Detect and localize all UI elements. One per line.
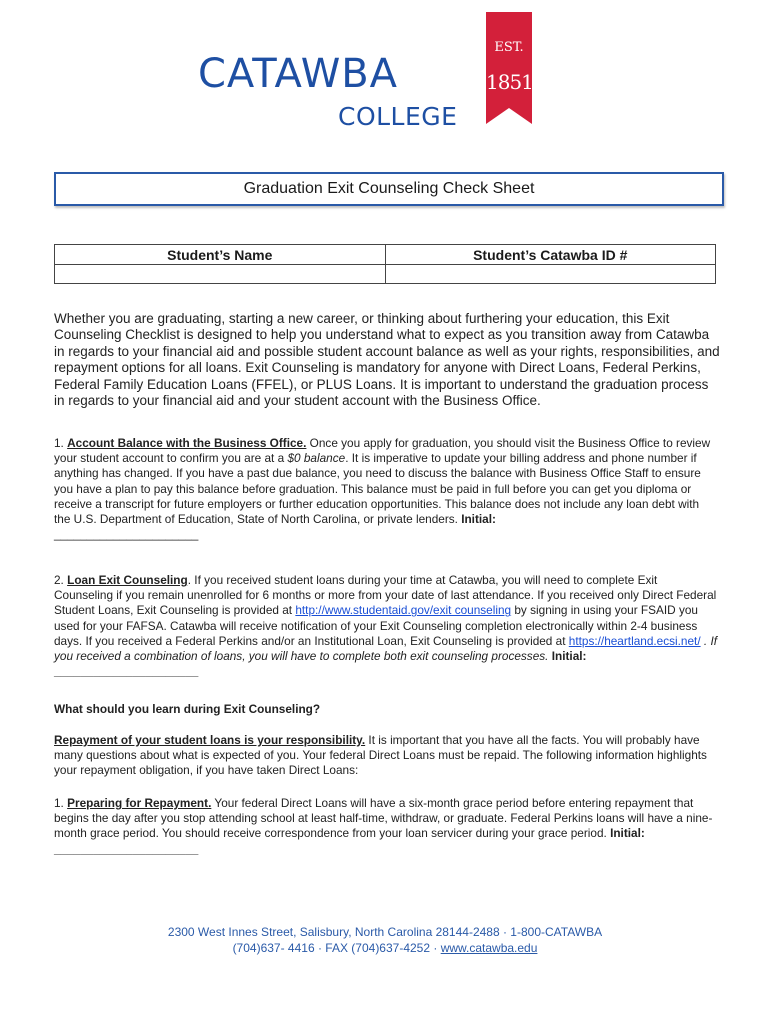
section2-text-c: . [700, 633, 711, 648]
section2-initial-label: Initial: [548, 649, 587, 664]
preparing-text: Your federal Direct Loans will have a six-month grace period before entering repayment that begins the day after you stop attending school at least half-time, withdraw, or graduate. Federal Perkins loans will have a nine-month grace period. You should receive correspondence from your loan servicer during your grace period. [54, 796, 713, 841]
banner-est-text: EST. [494, 40, 524, 55]
intro-paragraph: Whether you are graduating, starting a new career, or thinking about furthering your education, this Exit Counseling Checklist is designed to help you understand what to expect as you transition away from Catawba in regards to your financial aid and possible student account balance as well as your rights, responsibilities, and repayment options for all loans. Exit Counseling is mandatory for anyone with Direct Loans, Federal Perkins, Federal Family Education Loans (FFEL), or PLUS Loans. It is important to understand the graduation process in regards to your financial aid and your student account with the Business Office. [54, 311, 720, 409]
student-id-header: Student’s Catawba ID # [385, 245, 716, 265]
studentaid-link[interactable]: http://www.studentaid.gov/exit counseling [295, 603, 512, 618]
table-header-row [55, 245, 716, 265]
document-title: Graduation Exit Counseling Check Sheet [243, 180, 535, 197]
section1-text-a: Once you apply for graduation, you should visit the Business Office to review your student account to confirm you are at a [54, 436, 711, 466]
section1-italic: $0 balance [287, 451, 346, 466]
section2-heading: Loan Exit Counseling [67, 573, 188, 587]
logo-subtitle: COLLEGE [338, 102, 458, 131]
section-repayment [54, 733, 718, 779]
section1-number: 1. [54, 436, 68, 450]
section1-initial-label: Initial: [461, 512, 496, 527]
repayment-heading: Repayment of your student loans is your responsibility. [54, 733, 366, 747]
footer-phone-fax: (704)637- 4416 · FAX (704)637-4252 · [232, 941, 441, 955]
section-account-balance [54, 436, 718, 542]
section2-initial-blank[interactable]: ______________________ [54, 664, 199, 679]
heartland-link[interactable]: https://heartland.ecsi.net/ [568, 633, 701, 648]
website-link[interactable]: www.catawba.edu [440, 941, 538, 955]
banner-year-text: 1851 [486, 70, 533, 94]
section2-text-a: . If you received student loans during your time at Catawba, you will need to complete Exit Counseling if you remain unenrolled for 6 months or more from your date of last attendance. If you received only Direct Federal Student Loans, Exit Counseling is provided at [54, 573, 717, 618]
student-name-field[interactable] [55, 265, 386, 284]
repayment-text: It is important that you have all the facts. You will probably have many questions about what is expected of you. Your federal Direct Loans must be repaid. The following information highlights your repayment obligation, if you have taken Direct Loans: [54, 733, 707, 778]
banner-shape-icon [486, 12, 532, 124]
section-preparing-repayment [54, 796, 718, 857]
footer-address: 2300 West Innes Street, Salisbury, North Carolina 28144-2488 · 1-800-CATAWBA [167, 925, 603, 939]
preparing-heading: Preparing for Repayment. [67, 796, 212, 810]
student-name-header: Student’s Name [55, 245, 386, 265]
section2-italic: If you received a combination of loans, you will have to complete both exit counseling processes. [54, 633, 717, 664]
footer-contact [0, 940, 770, 956]
student-id-field[interactable] [385, 265, 716, 284]
est-banner [486, 12, 532, 124]
section1-initial-blank[interactable]: ______________________ [54, 527, 199, 542]
section2-number: 2. [54, 573, 68, 587]
section2-text-b: by signing in using your FSAID you used for your FAFSA. Catawba will receive notification of your Exit Counseling completion electronically within 2-4 business days. If you received a Federal Perkins and/or an Institutional Loan, Exit Counseling is provided at [54, 603, 698, 648]
preparing-initial-blank[interactable]: ______________________ [54, 841, 199, 856]
section1-text-b: . It is imperative to update your billing address and phone number if anything has changed. If you have a past due balance, you need to discuss the balance with Business Office Staff to ensure you have a plan to pay this balance before graduation. This balance must be paid in full before you can get you diploma or receive a transcript for future employers or further education opportunities. This balance does not include any loan debt with the U.S. Department of Education, State of North Carolina, or private lenders. [54, 451, 701, 527]
exit-counseling-question: What should you learn during Exit Counseling? [54, 702, 321, 716]
college-logo [198, 12, 538, 132]
preparing-number: 1. [54, 796, 68, 810]
student-info-table [54, 244, 716, 284]
page-footer [0, 924, 770, 956]
document-title-box [54, 172, 724, 206]
table-input-row [55, 265, 716, 284]
preparing-initial-label: Initial: [610, 826, 645, 841]
logo-wordmark: CATAWBA [198, 51, 399, 97]
section-loan-exit-counseling [54, 573, 718, 679]
section1-heading: Account Balance with the Business Office. [67, 436, 307, 450]
